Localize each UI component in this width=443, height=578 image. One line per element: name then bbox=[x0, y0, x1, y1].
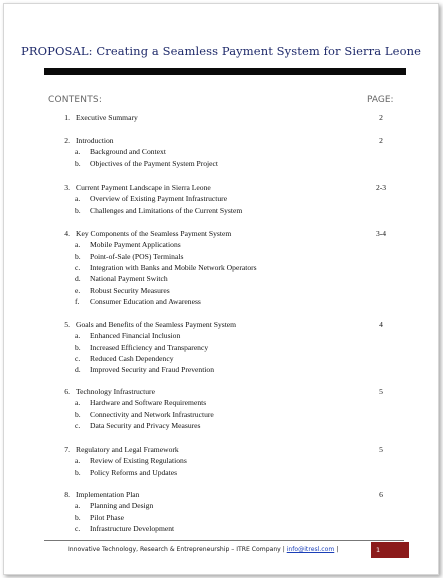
toc-subentry-letter: a. bbox=[75, 501, 81, 511]
toc-subentry[interactable] bbox=[4, 353, 438, 364]
toc-subentry[interactable] bbox=[4, 397, 438, 408]
toc-entry-page: 6 bbox=[379, 490, 383, 499]
toc-subentry-title: Enhanced Financial Inclusion bbox=[90, 331, 181, 341]
toc-subentry-letter: b. bbox=[75, 342, 81, 352]
toc-subentry[interactable] bbox=[4, 330, 438, 341]
toc-subentry-title: Infrastructure Development bbox=[90, 523, 175, 533]
toc-subentry[interactable] bbox=[4, 285, 438, 296]
toc-subentry-title: Increased Efficiency and Transparency bbox=[90, 342, 209, 352]
footer-email-link[interactable]: info@itresl.com bbox=[286, 546, 335, 553]
toc-entry-number: 7. bbox=[64, 445, 70, 454]
toc-entry-number: 1. bbox=[64, 113, 70, 122]
toc-subentry-title: Planning and Design bbox=[90, 501, 154, 511]
toc-entry-number: 5. bbox=[64, 320, 70, 329]
document-title: PROPOSAL: Creating a Seamless Payment System for Sierra Leone bbox=[20, 44, 422, 58]
toc-entry-page: 5 bbox=[379, 445, 383, 454]
toc-entry-title: Current Payment Landscape in Sierra Leone bbox=[76, 183, 211, 192]
title-divider bbox=[44, 68, 406, 75]
toc-entry[interactable] bbox=[4, 386, 438, 397]
toc-subentry[interactable] bbox=[4, 523, 438, 534]
toc-subentry-title: Background and Context bbox=[90, 147, 166, 157]
toc-entry-page: 2 bbox=[379, 136, 383, 145]
contents-heading: CONTENTS: bbox=[48, 95, 103, 105]
toc-subentry-title: Point-of-Sale (POS) Terminals bbox=[90, 251, 184, 261]
toc-subentry[interactable] bbox=[4, 364, 438, 375]
toc-subentry[interactable] bbox=[4, 420, 438, 431]
toc-subentry-letter: a. bbox=[75, 194, 81, 204]
toc-entry-page: 2 bbox=[379, 113, 383, 122]
toc-subentry-title: Objectives of the Payment System Project bbox=[90, 158, 219, 168]
toc-subentry-letter: b. bbox=[75, 409, 81, 419]
toc-subentry-letter: a. bbox=[75, 331, 81, 341]
toc-entry[interactable] bbox=[4, 182, 438, 193]
toc-subentry-letter: c. bbox=[75, 262, 81, 272]
toc-subentry-title: Policy Reforms and Updates bbox=[90, 467, 178, 477]
toc-subentry-letter: b. bbox=[75, 158, 81, 168]
toc-subentry-title: Pilot Phase bbox=[90, 512, 124, 522]
toc-subentry-letter: b. bbox=[75, 205, 81, 215]
toc-subentry-letter: e. bbox=[75, 285, 81, 295]
toc-entry-title: Introduction bbox=[76, 136, 114, 145]
footer-separator: | bbox=[336, 546, 339, 553]
toc-subentry[interactable] bbox=[4, 512, 438, 523]
toc-subentry-title: Robust Security Measures bbox=[90, 285, 170, 295]
toc-entry-page: 4 bbox=[379, 320, 383, 329]
toc-subentry[interactable] bbox=[4, 296, 438, 307]
toc-subentry[interactable] bbox=[4, 467, 438, 478]
toc-subentry-letter: a. bbox=[75, 456, 81, 466]
toc-entry[interactable] bbox=[4, 489, 438, 500]
toc-subentry-title: Reduced Cash Dependency bbox=[90, 353, 174, 363]
toc-subentry-title: Consumer Education and Awareness bbox=[90, 296, 201, 306]
toc-entry-number: 2. bbox=[64, 136, 70, 145]
toc-subentry-title: Integration with Banks and Mobile Network Operators bbox=[90, 262, 257, 272]
toc-entry[interactable] bbox=[4, 112, 438, 123]
toc-subentry[interactable] bbox=[4, 146, 438, 157]
page-number-badge bbox=[371, 542, 409, 558]
toc-subentry-letter: c. bbox=[75, 523, 81, 533]
toc-entry[interactable] bbox=[4, 319, 438, 330]
toc-subentry-letter: a. bbox=[75, 240, 81, 250]
page-number: 1 bbox=[376, 546, 381, 554]
toc-entry-number: 6. bbox=[64, 387, 70, 396]
toc-entry-title: Implementation Plan bbox=[76, 490, 140, 499]
toc-subentry-title: Connectivity and Network Infrastructure bbox=[90, 409, 214, 419]
toc-subentry[interactable] bbox=[4, 262, 438, 273]
toc-subentry[interactable] bbox=[4, 158, 438, 169]
toc-subentry-title: Improved Security and Fraud Prevention bbox=[90, 365, 215, 375]
toc-entry-page: 3-4 bbox=[375, 229, 387, 238]
toc-subentry-title: Challenges and Limitations of the Current System bbox=[90, 205, 243, 215]
toc-subentry-letter: f. bbox=[75, 296, 80, 306]
toc-subentry-title: Data Security and Privacy Measures bbox=[90, 420, 201, 430]
toc-subentry[interactable] bbox=[4, 239, 438, 250]
toc-subentry[interactable] bbox=[4, 500, 438, 511]
toc-entry[interactable] bbox=[4, 135, 438, 146]
toc-subentry-letter: d. bbox=[75, 365, 81, 375]
toc-subentry[interactable] bbox=[4, 251, 438, 262]
toc-entry-page: 2-3 bbox=[375, 183, 387, 192]
toc-entry-number: 8. bbox=[64, 490, 70, 499]
footer-company: Innovative Technology, Research & Entrepreneurship – ITRE Company | bbox=[68, 546, 285, 553]
toc-subentry[interactable] bbox=[4, 409, 438, 420]
toc-subentry-letter: c. bbox=[75, 353, 81, 363]
toc-subentry-title: Review of Existing Regulations bbox=[90, 456, 187, 466]
toc-entry-title: Executive Summary bbox=[76, 113, 138, 122]
toc-entry-page: 5 bbox=[379, 387, 383, 396]
toc-subentry-title: Overview of Existing Payment Infrastructure bbox=[90, 194, 228, 204]
toc-subentry-letter: b. bbox=[75, 512, 81, 522]
footer-text bbox=[68, 546, 338, 553]
toc-entry-number: 3. bbox=[64, 183, 70, 192]
toc-subentry[interactable] bbox=[4, 455, 438, 466]
toc-subentry-letter: c. bbox=[75, 420, 81, 430]
toc-subentry-letter: d. bbox=[75, 274, 81, 284]
toc-subentry[interactable] bbox=[4, 342, 438, 353]
toc-subentry-title: National Payment Switch bbox=[90, 274, 168, 284]
page-column-heading: PAGE: bbox=[367, 95, 394, 105]
toc-entry[interactable] bbox=[4, 228, 438, 239]
toc-entry-number: 4. bbox=[64, 229, 70, 238]
toc-subentry[interactable] bbox=[4, 193, 438, 204]
toc-subentry-letter: b. bbox=[75, 467, 81, 477]
toc-subentry[interactable] bbox=[4, 205, 438, 216]
toc-subentry-letter: a. bbox=[75, 398, 81, 408]
toc-subentry[interactable] bbox=[4, 273, 438, 284]
toc-subentry-title: Mobile Payment Applications bbox=[90, 240, 181, 250]
document-page bbox=[3, 3, 439, 575]
footer-divider bbox=[44, 540, 404, 541]
toc-entry-title: Goals and Benefits of the Seamless Payment System bbox=[76, 320, 237, 329]
toc-entry-title: Technology Infrastructure bbox=[76, 387, 155, 396]
toc-entry-title: Regulatory and Legal Framework bbox=[76, 445, 179, 454]
toc-subentry-letter: a. bbox=[75, 147, 81, 157]
toc-subentry-title: Hardware and Software Requirements bbox=[90, 398, 207, 408]
toc-entry[interactable] bbox=[4, 444, 438, 455]
toc-subentry-letter: b. bbox=[75, 251, 81, 261]
toc-entry-title: Key Components of the Seamless Payment System bbox=[76, 229, 232, 238]
